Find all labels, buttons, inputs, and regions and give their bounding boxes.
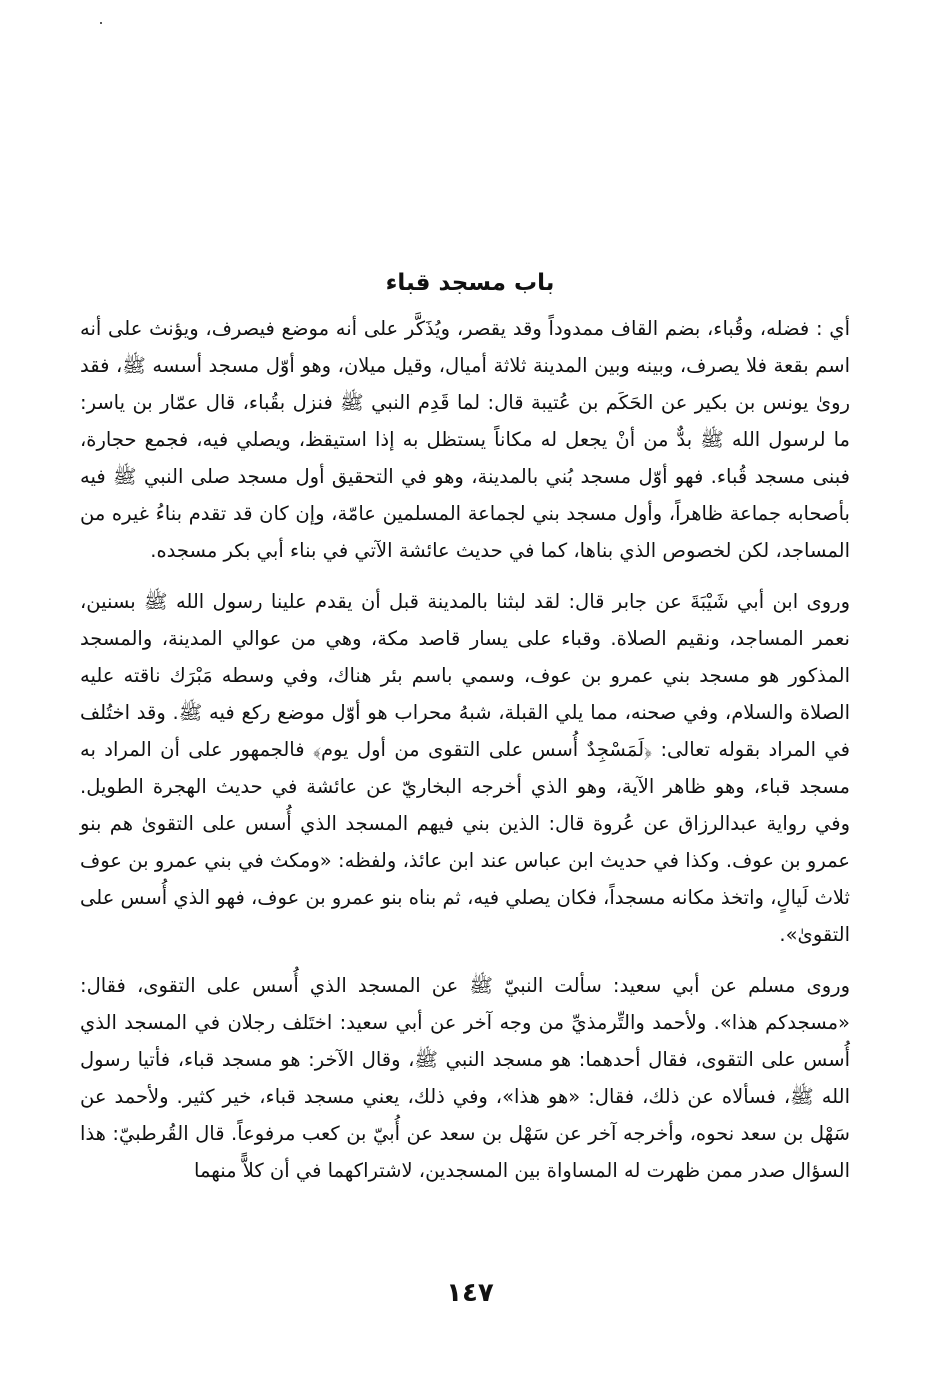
paragraph-1: أي : فضله، وقُباء، بضم القاف ممدوداً وقد يقصر، ويُذَكَّر على أنه موضع فيصرف، ويؤنث على أنه اسم بقعة فلا يصرف، وبينه وبين المدينة ثلاثة أميال، وقيل ميلان، وهو أوّل مسجد أسسه ﷺ، فقد روىٰ يونس بن بكير عن الحَكَم بن عُتيبة قال: لما قَدِم النبي ﷺ فنزل بقُباء، قال عمّار بن ياسر: ما لرسول الله ﷺ بدٌّ من أنْ يجعل له مكاناً يستظل به إذا استيقظ، ويصلي فيه، فجمع حجارة، فبنى مسجد قُباء. فهو أوّل مسجد بُني بالمدينة، وهو في التحقيق أول مسجد صلى النبي ﷺ فيه بأصحابه جماعة ظاهراً، وأول مسجد بني لجماعة المسلمين عامّة، وإن كان قد تقدم بناءُ غيره من المساجد، لكن لخصوص الذي بناها، كما في حديث عائشة الآتي في بناء أبي بكر مسجده. xyxy=(80,317,850,562)
paragraph-2: وروى ابن أبي شَيْبَةَ عن جابر قال: لقد لبثنا بالمدينة قبل أن يقدم علينا رسول الله ﷺ بسنين، نعمر المساجد، ونقيم الصلاة. وقباء على يسار قاصد مكة، وهي من عوالي المدينة، والمسجد المذكور هو مسجد بني عمرو بن عوف، وسمي باسم بئر هناك، وفي وسطه مَبْرَك ناقته عليه الصلاة والسلام، وفي صحنه، مما يلي القبلة، شبهُ محراب هو أوّل موضع ركع فيه ﷺ. وقد اختُلف في المراد بقوله تعالى: ﴿لَمَسْجِدٌ أُسس على التقوى من أول يوم﴾ فالجمهور على أن المراد به مسجد قباء، وهو ظاهر الآية، وهو الذي أخرجه البخاريّ عن عائشة في حديث الهجرة الطويل. وفي رواية عبدالرزاق عن عُروة قال: الذين بني فيهم المسجد الذي أُسس على التقوىٰ هم بنو عمرو بن عوف. وكذا في حديث ابن عباس عند ابن عائذ، ولفظه: «ومكث في بني عمرو بن عوف ثلاث لَيالٍ، واتخذ مكانه مسجداً، فكان يصلي فيه، ثم بناه بنو عمرو بن عوف، فهو الذي أُسس على التقوىٰ». xyxy=(80,590,850,946)
chapter-title: باب مسجد قباء xyxy=(385,270,555,296)
paragraph-gap xyxy=(80,953,850,967)
body-text xyxy=(80,310,850,1189)
scan-speck xyxy=(100,22,102,24)
page-number: ١٤٧ xyxy=(446,1278,494,1308)
paragraph-3: وروى مسلم عن أبي سعيد: سألت النبيّ ﷺ عن المسجد الذي أُسس على التقوى، فقال: «مسجدكم هذا». ولأحمد والتِّرمذيِّ من وجه آخر عن أبي سعيد: اختَلف رجلان في المسجد الذي أُسس على التقوى، فقال أحدهما: هو مسجد النبي ﷺ، وقال الآخر: هو مسجد قباء، فأتيا رسول الله ﷺ، فسألاه عن ذلك، فقال: «هو هذا»، وفي ذلك، يعني مسجد قباء، خير كثير. ولأحمد عن سَهْل بن سعد نحوه، وأخرجه آخر عن سَهْل بن سعد عن أُبيّ بن كعب مرفوعاً. قال القُرطبيّ: هذا السؤال صدر ممن ظهرت له المساواة بين المسجدين، لاشتراكهما في أن كلاًّ منهما xyxy=(80,974,850,1182)
paragraph-gap xyxy=(80,569,850,583)
